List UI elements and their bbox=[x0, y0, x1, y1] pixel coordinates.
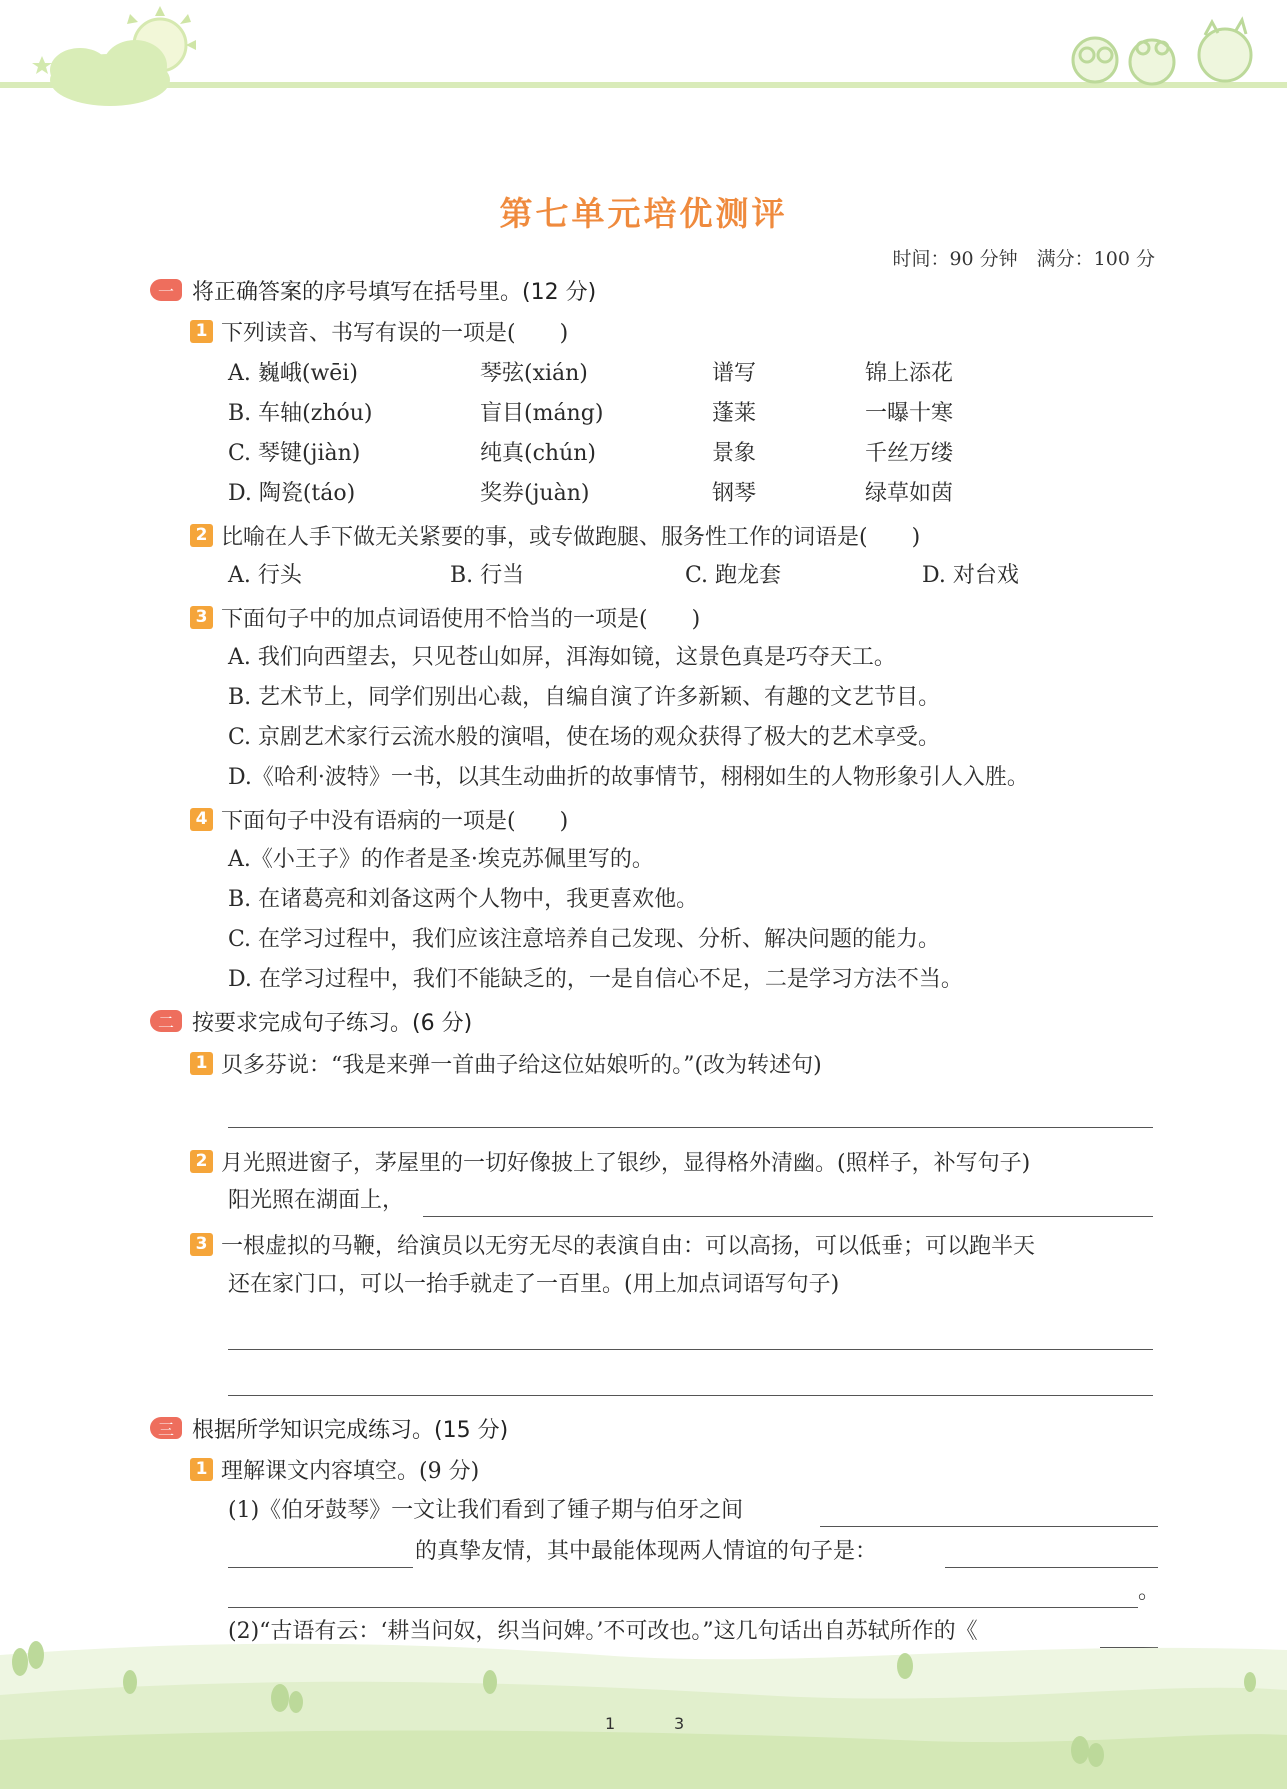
option-cell: 琴弦(xián) bbox=[480, 361, 588, 386]
section-badge: 三 bbox=[150, 1417, 182, 1439]
page-number-left: 1 bbox=[605, 1714, 616, 1733]
answer-line[interactable] bbox=[945, 1567, 1158, 1568]
question-number: 2 bbox=[190, 524, 213, 547]
s1-question-4 bbox=[190, 802, 568, 836]
s2-question-2 bbox=[190, 1144, 1030, 1178]
question-number: 1 bbox=[190, 1052, 213, 1075]
section-title: 按要求完成句子练习。(6 分) bbox=[192, 1010, 473, 1036]
cloud-icon bbox=[50, 40, 170, 106]
option-a: A. 我们向西望去，只见苍山如屏，洱海如镜，这景色真是巧夺天工。 bbox=[228, 645, 896, 670]
option-cell: D. 陶瓷(táo) bbox=[228, 481, 356, 506]
question-number: 1 bbox=[190, 320, 213, 343]
option-d: D.《哈利·波特》一书，以其生动曲折的故事情节，栩栩如生的人物形象引人入胜。 bbox=[228, 765, 1029, 790]
exam-meta: 时间：90 分钟 满分：100 分 bbox=[892, 248, 1155, 270]
fill-line-4: (2)“古语有云：‘耕当问奴，织当问婢。’不可改也。”这几句话出自苏轼所作的《 bbox=[228, 1619, 978, 1644]
question-text: 月光照进窗子，茅屋里的一切好像披上了银纱，显得格外清幽。(照样子，补写句子) bbox=[221, 1150, 1031, 1176]
option-a: A. 行头 bbox=[228, 563, 302, 588]
animal-characters-icon bbox=[1073, 20, 1251, 84]
answer-prompt: 阳光照在湖面上， bbox=[228, 1188, 405, 1213]
s1-question-1 bbox=[190, 314, 568, 348]
question-text-continued: 还在家门口，可以一抬手就走了一百里。(用上加点词语写句子) bbox=[228, 1272, 840, 1297]
s3-question-1 bbox=[190, 1452, 479, 1486]
option-a: A.《小王子》的作者是圣·埃克苏佩里写的。 bbox=[228, 847, 654, 872]
option-d: D. 对台戏 bbox=[922, 563, 1019, 588]
question-number: 3 bbox=[190, 1233, 213, 1256]
question-text: 贝多芬说：“我是来弹一首曲子给这位姑娘听的。”(改为转述句) bbox=[221, 1052, 822, 1078]
option-d: D. 在学习过程中，我们不能缺乏的，一是自信心不足，二是学习方法不当。 bbox=[228, 967, 963, 992]
option-b: B. 艺术节上，同学们别出心裁，自编自演了许多新颖、有趣的文艺节目。 bbox=[228, 685, 941, 710]
s1-question-3 bbox=[190, 600, 700, 634]
section-badge: 一 bbox=[150, 279, 182, 301]
option-cell: 盲目(máng) bbox=[480, 401, 604, 426]
question-text: 比喻在人手下做无关紧要的事，或专做跑腿、服务性工作的词语是( ) bbox=[221, 524, 921, 550]
question-number: 4 bbox=[190, 808, 213, 831]
option-b: B. 行当 bbox=[450, 563, 525, 588]
question-text: 下列读音、书写有误的一项是( ) bbox=[221, 320, 569, 346]
s2-question-3 bbox=[190, 1227, 1035, 1261]
section-3-header bbox=[150, 1411, 508, 1445]
option-cell: 蓬莱 bbox=[712, 401, 757, 426]
answer-line[interactable] bbox=[423, 1216, 1153, 1217]
option-cell: 千丝万缕 bbox=[865, 441, 954, 466]
footer-landscape bbox=[0, 1600, 1287, 1789]
s2-question-1 bbox=[190, 1046, 822, 1080]
answer-line[interactable] bbox=[228, 1127, 1153, 1128]
question-number: 2 bbox=[190, 1150, 213, 1173]
page-title: 第七单元培优测评 bbox=[499, 194, 788, 233]
option-cell: 绿草如茵 bbox=[865, 481, 954, 506]
option-cell: 钢琴 bbox=[712, 481, 757, 506]
section-1-header bbox=[150, 273, 596, 307]
option-c: C. 在学习过程中，我们应该注意培养自己发现、分析、解决问题的能力。 bbox=[228, 927, 941, 952]
fill-line-2: 的真挚友情，其中最能体现两人情谊的句子是： bbox=[415, 1539, 878, 1564]
answer-line[interactable] bbox=[228, 1349, 1153, 1350]
option-cell: 谱写 bbox=[712, 361, 757, 386]
question-number: 3 bbox=[190, 606, 213, 629]
fill-line-3-end: 。 bbox=[1138, 1579, 1161, 1604]
section-2-header bbox=[150, 1004, 472, 1038]
option-cell: A. 巍峨(wēi) bbox=[228, 361, 358, 386]
header-decoration bbox=[0, 0, 1287, 120]
section-badge: 二 bbox=[150, 1010, 182, 1032]
option-cell: C. 琴键(jiàn) bbox=[228, 441, 361, 466]
fill-line-1: (1)《伯牙鼓琴》一文让我们看到了锺子期与伯牙之间 bbox=[228, 1498, 744, 1523]
page-number-right: 3 bbox=[674, 1714, 685, 1733]
option-b: B. 在诸葛亮和刘备这两个人物中，我更喜欢他。 bbox=[228, 887, 699, 912]
question-text: 一根虚拟的马鞭，给演员以无穷无尽的表演自由：可以高扬，可以低垂；可以跑半天 bbox=[221, 1233, 1036, 1259]
option-cell: 锦上添花 bbox=[865, 361, 954, 386]
option-c: C. 跑龙套 bbox=[685, 563, 782, 588]
question-text: 下面句子中的加点词语使用不恰当的一项是( ) bbox=[221, 606, 701, 632]
s1-question-2 bbox=[190, 518, 920, 552]
question-text: 理解课文内容填空。(9 分) bbox=[221, 1458, 480, 1484]
option-cell: 一曝十寒 bbox=[865, 401, 954, 426]
star-icon bbox=[32, 56, 52, 74]
option-cell: B. 车轴(zhóu) bbox=[228, 401, 373, 426]
option-cell: 景象 bbox=[712, 441, 757, 466]
option-cell: 奖券(juàn) bbox=[480, 481, 590, 506]
section-title: 将正确答案的序号填写在括号里。(12 分) bbox=[192, 279, 597, 305]
section-title: 根据所学知识完成练习。(15 分) bbox=[192, 1417, 509, 1443]
answer-line[interactable] bbox=[228, 1567, 413, 1568]
option-cell: 纯真(chún) bbox=[480, 441, 596, 466]
answer-line[interactable] bbox=[228, 1395, 1153, 1396]
question-text: 下面句子中没有语病的一项是( ) bbox=[221, 808, 569, 834]
option-c: C. 京剧艺术家行云流水般的演唱，使在场的观众获得了极大的艺术享受。 bbox=[228, 725, 941, 750]
question-number: 1 bbox=[190, 1458, 213, 1481]
answer-line[interactable] bbox=[820, 1526, 1158, 1527]
